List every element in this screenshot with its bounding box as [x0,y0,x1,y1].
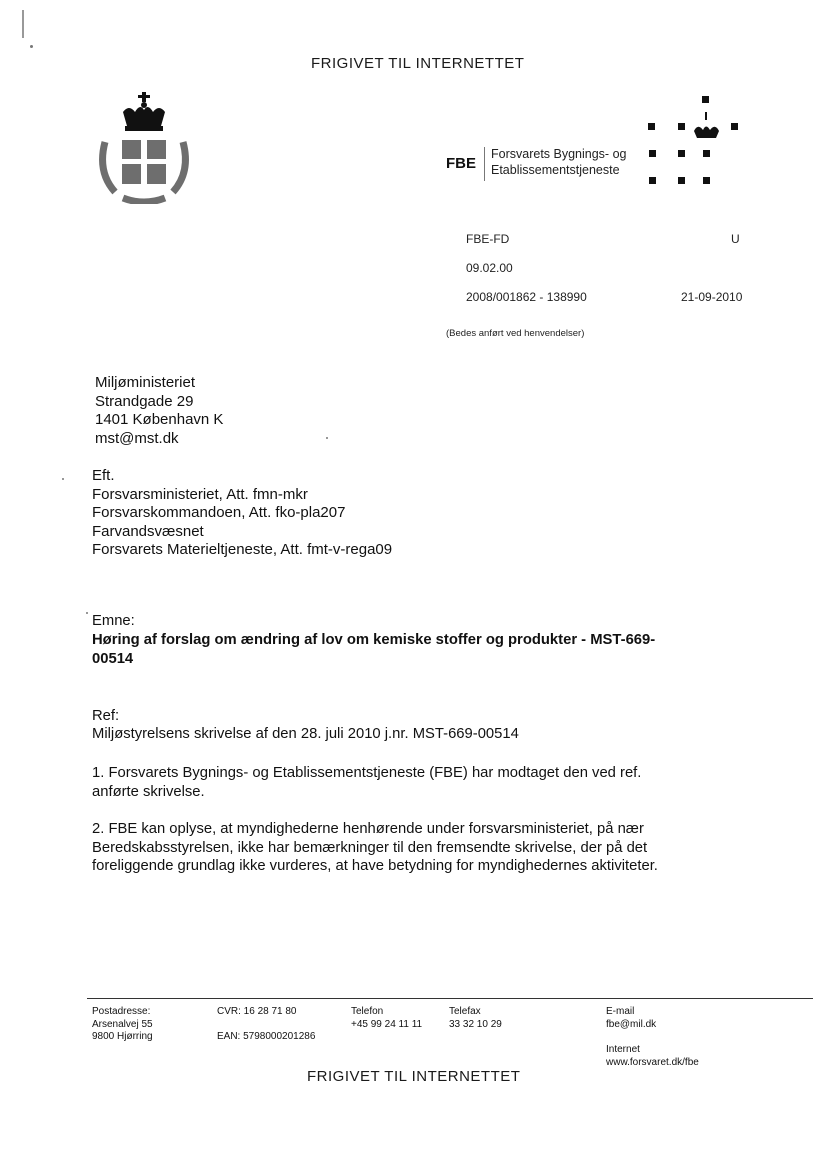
paragraph-line: 2. FBE kan oplyse, at myndighederne henhørende under forsvarsministeriet, på nær [92,821,644,837]
subject-line1: Høring af forslag om ændring af lov om kemiske stoffer og produkter - MST-669- [92,632,656,648]
org-name-line2: Etablissementstjeneste [491,163,620,177]
ref-note: (Bedes anført ved henvendelser) [446,328,585,339]
scan-speck [326,437,328,439]
recipient-address [95,374,223,448]
postal-label: Postadresse: [92,1006,151,1017]
copy-item: Farvandsvæsnet [92,522,204,540]
paragraph-2 [92,820,658,876]
fbe-header [446,93,746,193]
footer-cvr: CVR: 16 28 71 80 [217,1006,297,1017]
scan-speck [30,45,33,48]
ref-classification: U [731,232,740,246]
internet-value: www.forsvaret.dk/fbe [606,1056,699,1068]
recipient-email: mst@mst.dk [95,429,179,447]
footer-postal [92,1006,153,1044]
footer-phone [351,1006,422,1031]
postal-street: Arsenalvej 55 [92,1018,153,1030]
copies-list [92,467,392,560]
defence-logo [95,92,195,204]
fbe-crown-grid-icon [642,93,742,189]
footer-fax [449,1006,502,1031]
ref-date: 21-09-2010 [681,290,743,304]
fbe-short-name: FBE [446,155,476,172]
copy-item: Forsvarsministeriet, Att. fmn-mkr [92,485,308,503]
recipient-line: Miljøministeriet [95,374,196,391]
copies-label: Eft. [92,467,115,484]
stamp-bottom: FRIGIVET TIL INTERNETTET [307,1068,521,1085]
copy-item: Forsvarskommandoen, Att. fko-pla207 [92,504,346,521]
stamp-top: FRIGIVET TIL INTERNETTET [311,55,525,72]
paragraph-line: foreliggende grundlag ikke vurderes, at have betydning for myndighedernes aktiviteter. [92,858,658,874]
fax-value: 33 32 10 29 [449,1018,502,1030]
footer-internet [606,1044,699,1069]
phone-label: Telefon [351,1006,384,1017]
org-name-line1: Forsvarets Bygnings- og [491,147,627,161]
footer-divider [87,998,813,999]
scan-speck [86,612,88,614]
ref-section-label: Ref: [92,708,120,724]
footer-email [606,1006,656,1031]
subject-title [92,631,722,668]
ref-section-text: Miljøstyrelsens skrivelse af den 28. juli 2010 j.nr. MST-669-00514 [92,726,519,742]
fax-label: Telefax [449,1006,481,1017]
paragraph-line: anførte skrivelse. [92,783,205,800]
email-label: E-mail [606,1006,635,1017]
footer-ean: EAN: 5798000201286 [217,1031,316,1042]
phone-value: +45 99 24 11 11 [351,1018,423,1030]
scan-speck [62,478,64,480]
scan-mark [22,10,24,38]
paragraph-line: 1. Forsvarets Bygnings- og Etablissementstjeneste (FBE) har modtaget den ved ref. [92,765,642,781]
ref-case-number: 2008/001862 - 138990 [466,290,587,304]
postal-city: 9800 Hjørring [92,1031,153,1042]
paragraph-line: Beredskabsstyrelsen, ikke har bemærkninger til den fremsendte skrivelse, der på det [92,839,648,856]
subject-line2: 00514 [92,650,134,667]
ref-unit: FBE-FD [466,232,510,246]
recipient-line: Strandgade 29 [95,392,194,410]
recipient-line: 1401 København K [95,411,224,428]
email-value: fbe@mil.dk [606,1018,657,1030]
internet-label: Internet [606,1044,640,1055]
paragraph-1 [92,764,641,801]
copy-item: Forsvarets Materieltjeneste, Att. fmt-v-rega09 [92,541,393,558]
subject-label: Emne: [92,613,135,629]
ref-journal: 09.02.00 [466,261,513,275]
fbe-divider [484,147,485,181]
